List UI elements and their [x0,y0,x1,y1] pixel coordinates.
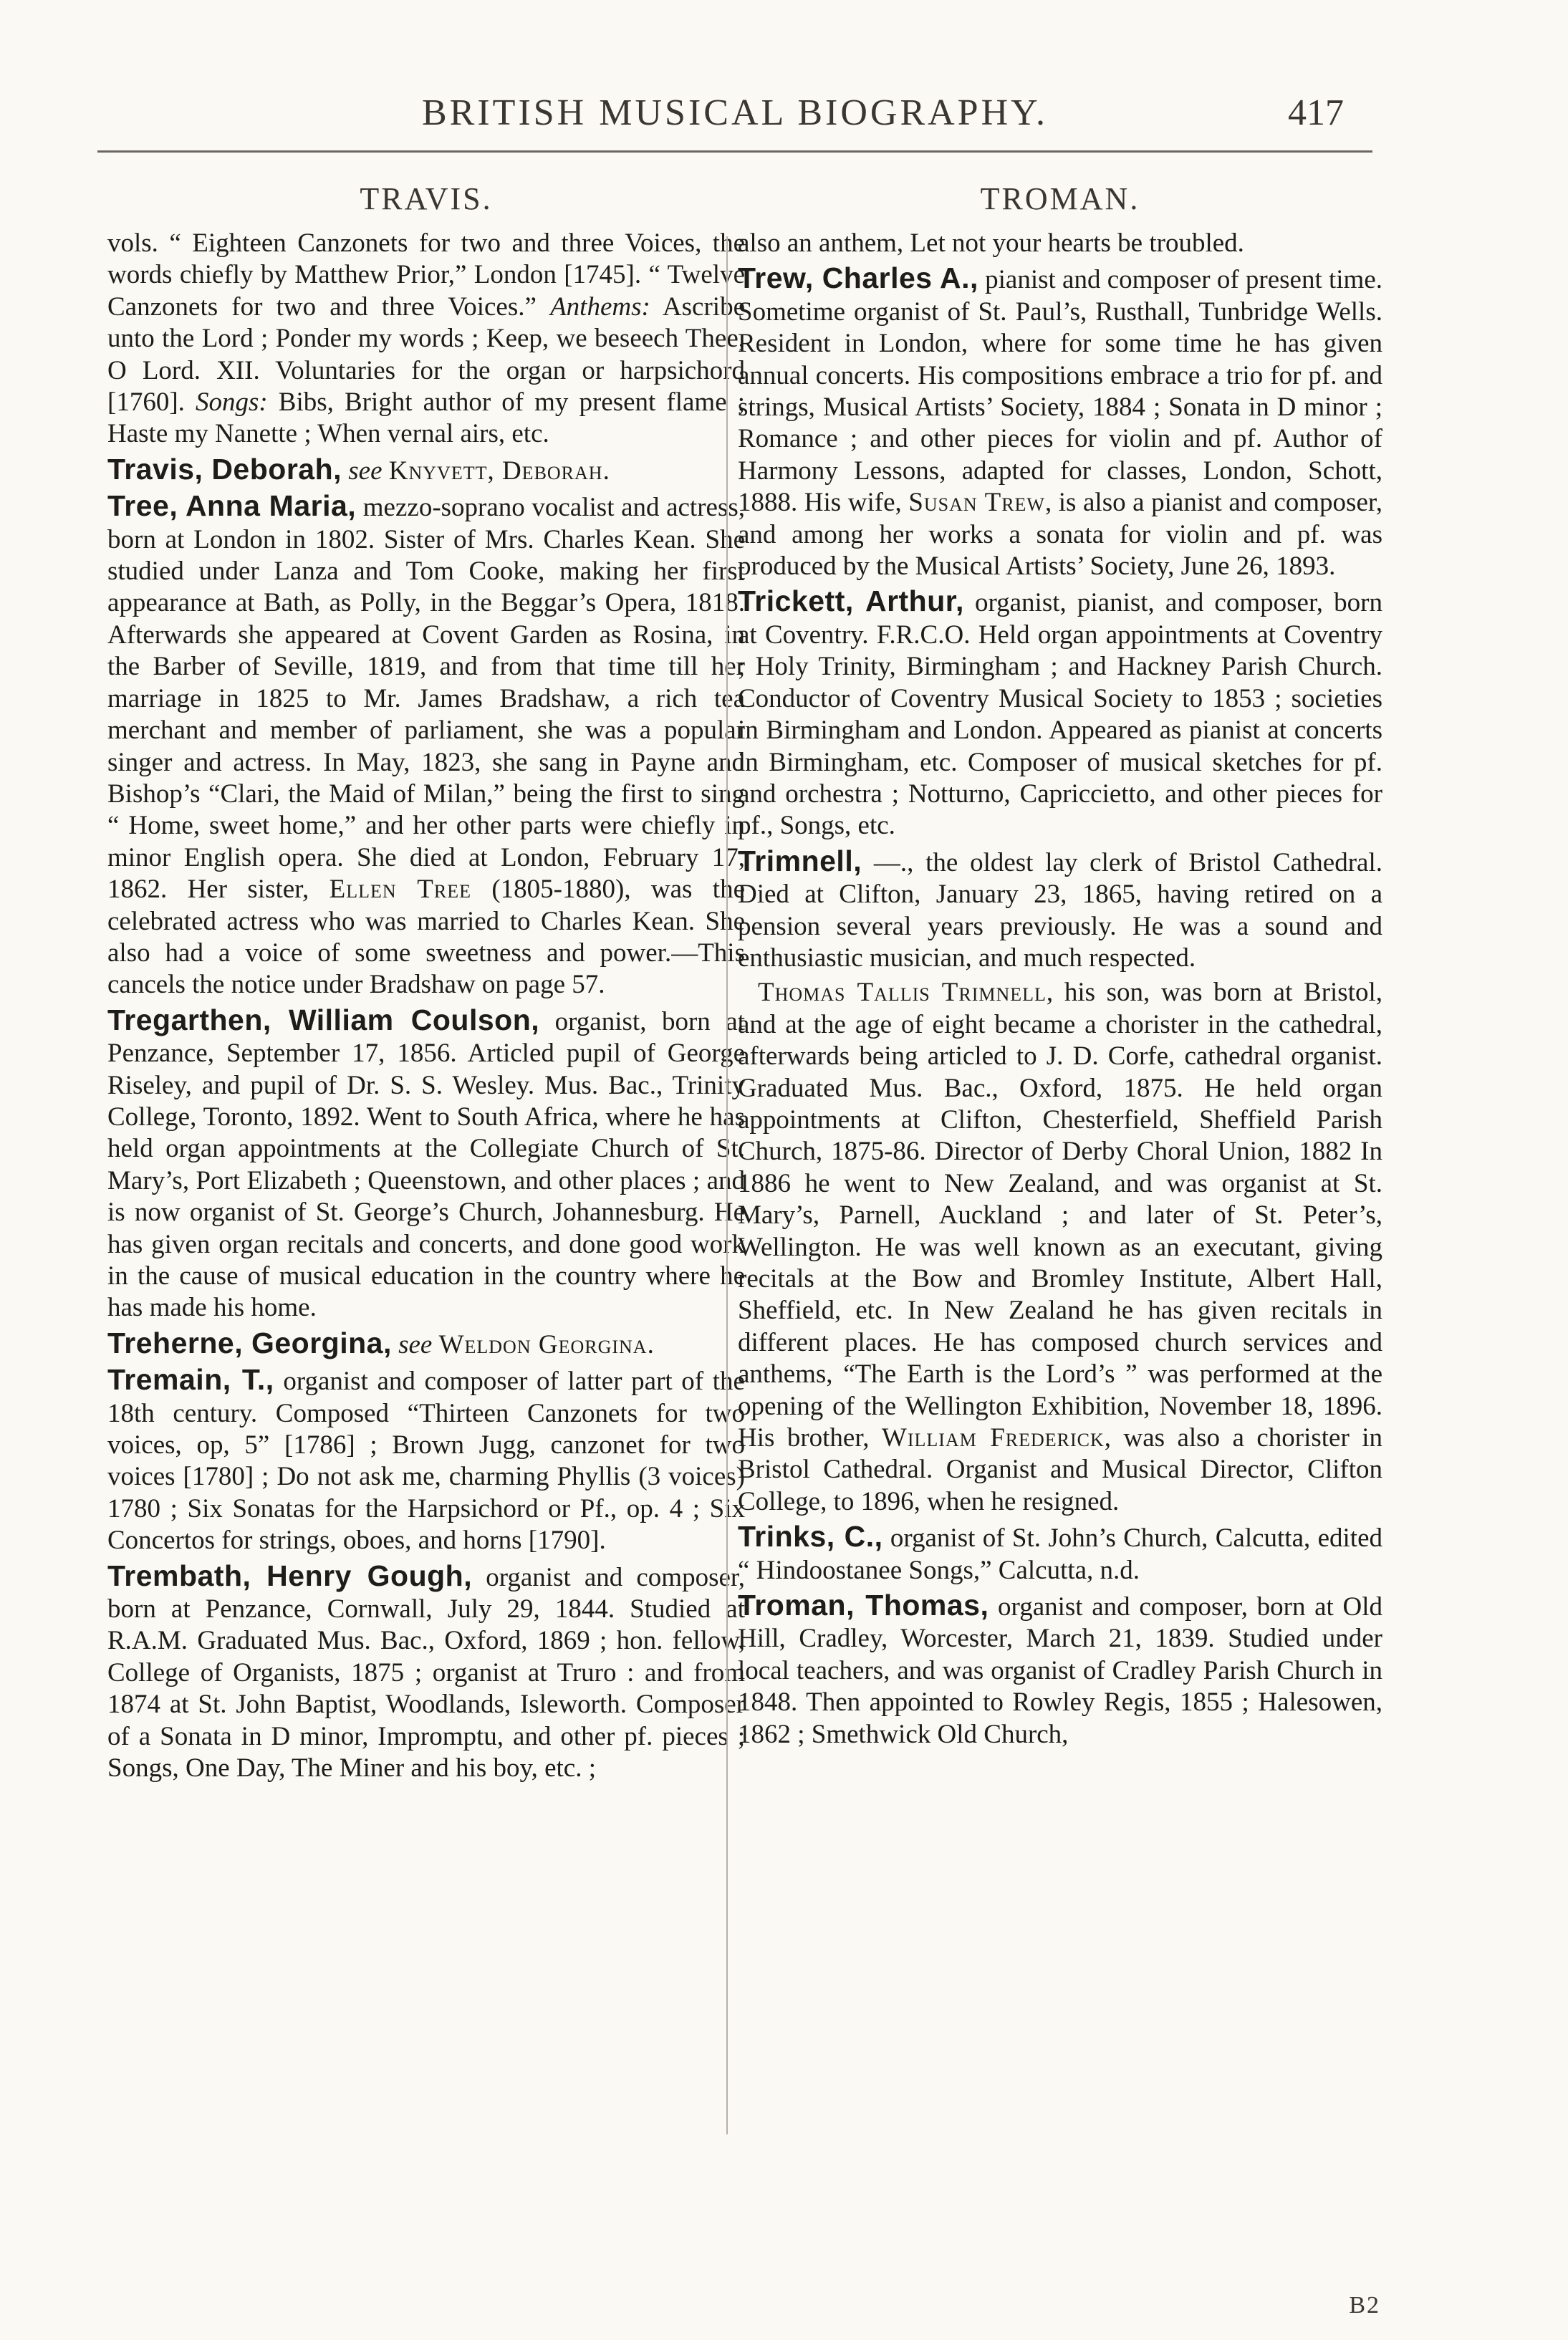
section-label: Songs: [195,387,268,418]
person-name: William Frederick [881,1423,1105,1453]
running-head: BRITISH MUSICAL BIOGRAPHY. [422,92,1048,133]
headword: Travis, Deborah, [107,452,342,486]
headword: Tregarthen, William Coulson, [107,1003,540,1036]
headword: Trew, Charles A., [738,261,978,295]
entry-text: also an anthem, Let not your hearts be troubled. [738,228,1244,258]
page-number: 417 [1288,92,1344,133]
person-name: Ellen Tree [329,875,472,905]
entry-trembath [107,1560,745,1785]
headword: Trinks, C., [738,1520,883,1554]
headword: Trimnell, [738,844,862,877]
entry-text: —., the oldest lay clerk of Bristol Cathedral. Died at Clifton, January 23, 1865, having retired on a pension several years previously. He was a sound and enthusiastic musician, and much respected. [738,847,1382,973]
entry-tree-anna-maria [107,490,745,1001]
entry-troman [738,1589,1382,1751]
header-rule [97,150,1372,153]
entry-text: organist and composer, born at Old Hill, Cradley, Worcester, March 21, 1839. Studied under local teachers, and was organist of Cradley Parish Church in 1848. Then appointed to Rowley Regis, 1855 ; Halesowen, 1862 ; Smethwick Old Church, [738,1592,1382,1749]
page-header [97,92,1372,149]
entry-trimnell [738,845,1382,975]
entry-travis-deborah [107,453,745,487]
headword: Trickett, Arthur, [738,584,964,618]
entry-tregarthen [107,1004,745,1324]
continued-entry [738,228,1382,259]
cross-reference: Weldon Georgina. [438,1329,655,1359]
entry-text: Ascribe unto the Lord ; Ponder my words ; Keep, we beseech Thee, O Lord. XII. Voluntaries for the organ or harpsichord [1760]. [107,292,745,418]
signature-mark: B2 [1349,2292,1380,2319]
see-label: see [348,456,383,486]
entry-text: , was also a chorister in Bristol Cathedral. Organist and Musical Director, Clifton College, to 1896, when he resigned. [738,1423,1382,1516]
entry-text: organist, born at Penzance, September 17, 1856. Articled pupil of George Riseley, and pupil of Dr. S. S. Wesley. Mus. Bac., Trinity College, Toronto, 1892. Went to South Africa, where he has held organ appointments at the Collegiate Church of St. Mary’s, Port Elizabeth ; Queenstown, and other places ; and is now organist of St. George’s Church, Johannesburg. He has given organ recitals and concerts, and done good work in the cause of musical education in the country where he has made his home. [107,1006,746,1323]
entry-trew [738,262,1382,582]
person-name: Thomas Tallis Trimnell [758,978,1047,1008]
headword: Treherne, Georgina, [107,1326,392,1359]
entry-text: pianist and composer of present time. Sometime organist of St. Paul’s, Rusthall, Tunbridge Wells. Resident in London, where for some time he has given annual concerts. His compositions embrace a trio for pf. and strings, Musical Artists’ Society, 1884 ; Sonata in D minor ; Romance ; and other pieces for violin and pf. Author of Harmony Lessons, adapted for classes, London, Schott, 1888. His wife, [738,265,1383,518]
entry-text: organist and composer, born at Penzance, Cornwall, July 29, 1844. Studied at R.A.M. Graduated Mus. Bac., Oxford, 1869 ; hon. fellow, College of Organists, 1875 ; organist at Truro : and from 1874 at St. John Baptist, Woodlands, Isleworth. Composer of a Sonata in D minor, Impromptu, and other pf. pieces ; Songs, One Day, The Miner and his boy, etc. ; [107,1562,745,1783]
entry-text: vols. “ Eighteen Canzonets for two and three Voices, the words chiefly by Matthew Prior,” London [1745]. “ Twelve Canzonets for two and three Voices.” [107,228,745,322]
entry-text: mezzo-soprano vocalist and actress, born at London in 1802. Sister of Mrs. Charles Kean. She studied under Lanza and Tom Cooke, making her first appearance at Bath, as Polly, in the Beggar’s Opera, 1818. Afterwards she appeared at Covent Garden as Rosina, in the Barber of Seville, 1819, and from that time till her marriage in 1825 to Mr. James Bradshaw, a rich tea merchant and member of parliament, she was a popular singer and actress. In May, 1823, she sang in Payne and Bishop’s “Clari, the Maid of Milan,” being the first to sing “ Home, sweet home,” and her other parts were chiefly in minor English opera. She died at London, February 17, 1862. Her sister, [107,493,745,905]
entry-text: organist, pianist, and composer, born at Coventry. F.R.C.O. Held organ appointments at Coventry ; Holy Trinity, Birmingham ; and Hackney Parish Church. Conductor of Coventry Musical Society to 1853 ; societies in Birmingham and London. Appeared as pianist at concerts in Birmingham, etc. Composer of musical sketches for pf. and orchestra ; Notturno, Capriccietto, and other pieces for pf., Songs, etc. [738,588,1382,841]
section-label: Anthems: [550,292,650,322]
left-column [107,178,745,1785]
entry-text: Bibs, Bright author of my present flame ; Haste my Nanette ; When vernal airs, etc. [107,387,745,449]
entry-tremain [107,1364,745,1556]
column-divider [726,236,728,2134]
guide-word-right: TROMAN. [980,181,1140,216]
headword: Trembath, Henry Gough, [107,1559,473,1592]
continued-entry [107,228,745,451]
entry-text: organist of St. John’s Church, Calcutta, edited “ Hindoostanee Songs,” Calcutta, n.d. [738,1523,1382,1585]
cross-reference: Knyvett, Deborah. [388,456,610,486]
right-column [738,178,1382,1751]
headword: Tremain, T., [107,1363,274,1397]
entry-text: , his son, was born at Bristol, and at the age of eight became a chorister in the cathedral, afterwards being articled to J. D. Corfe, cathedral organist. Graduated Mus. Bac., Oxford, 1875. He held organ appointments at Clifton, Chesterfield, Sheffield Parish Church, 1875-86. Director of Derby Choral Union, 1882 In 1886 he went to New Zealand, and was organist at St. Mary’s, Parnell, Auckland ; and later of St. Peter’s, Wellington. He was well known as an executant, giving recitals at the Bow and Bromley Institute, Albert Hall, Sheffield, etc. In New Zealand he has given recitals in different places. He has composed church services and anthems, “The Earth is the Lord’s ” was performed at the opening of the Wellington Exhibition, November 18, 1896. His brother, [738,978,1382,1453]
see-label: see [398,1329,433,1359]
entry-text: organist and composer of latter part of the 18th century. Composed “Thirteen Canzonets for two voices, op, 5” [1786] ; Brown Jugg, canzonet for two voices [1780] ; Do not ask me, charming Phyllis (3 voices) 1780 ; Six Sonatas for the Harpsichord or Pf., op. 4 ; Six Concertos for strings, oboes, and horns [1790]. [107,1367,745,1556]
entry-text: (1805-1880), was the celebrated actress who was married to Charles Kean. She also had a voice of some sweetness and power.—This cancels the notice under Bradshaw on page 57. [107,875,745,1000]
entry-thomas-tallis-trimnell [738,977,1382,1518]
entry-trickett [738,585,1382,842]
headword: Troman, Thomas, [738,1589,989,1622]
entry-trinks [738,1521,1382,1587]
guide-word-left: TRAVIS. [360,181,493,216]
entry-text: , is also a pianist and composer, and among her works a sonata for violin and pf. was produced by the Musical Artists’ Society, June 26, 1893. [738,488,1382,582]
entry-treherne [107,1327,745,1361]
person-name: Susan Trew [908,488,1045,518]
headword: Tree, Anna Maria, [107,489,357,523]
